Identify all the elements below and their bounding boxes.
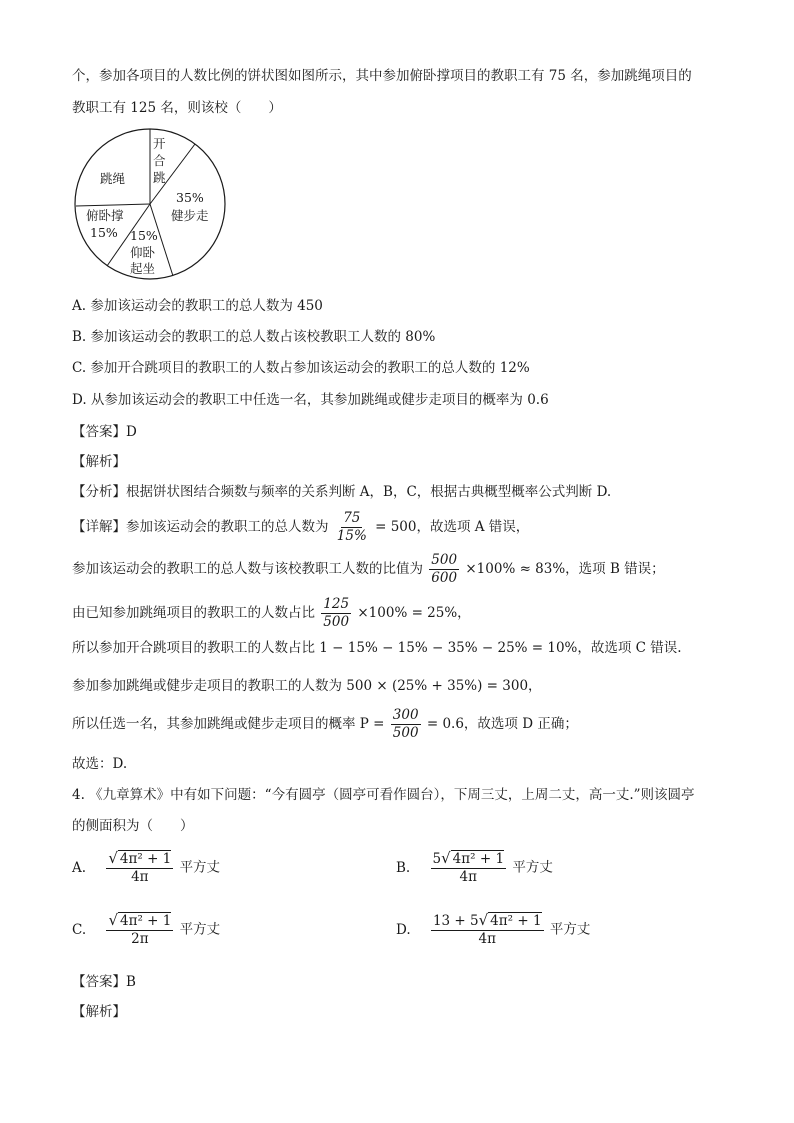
option-b-unit: 平方丈 bbox=[512, 859, 553, 876]
pie-label-tiaosheng: 跳绳 bbox=[100, 171, 126, 186]
q3-detail-line-2 bbox=[72, 552, 665, 587]
option-c-label: C. bbox=[72, 922, 87, 938]
option-a-fraction bbox=[106, 850, 173, 886]
fraction-denominator: 2π bbox=[131, 931, 149, 947]
fraction-denominator: 15% bbox=[336, 528, 367, 544]
fraction-denominator: 500 bbox=[392, 725, 419, 741]
radicand: 4π² + 1 bbox=[119, 851, 172, 867]
intro-line-2: 教职工有 125 名，则该校（ ） bbox=[72, 100, 282, 116]
pie-label-yangwo-pct: 15% bbox=[130, 228, 158, 243]
detail-1-post: = 500，故选项 A 错误， bbox=[375, 519, 530, 535]
option-c-fraction bbox=[106, 912, 173, 948]
radicand: 4π² + 1 bbox=[490, 913, 542, 929]
radicand: 4π² + 1 bbox=[452, 851, 505, 867]
q3-option-c: C. 参加开合跳项目的教职工的人数占参加该运动会的教职工的总人数的 12% bbox=[72, 360, 530, 376]
sqrt-icon: √ bbox=[478, 911, 489, 929]
q4-option-b bbox=[396, 850, 553, 886]
fraction-numerator: 500 bbox=[431, 552, 458, 568]
fraction-300-over-500 bbox=[391, 707, 421, 742]
radicand: 4π² + 1 bbox=[120, 913, 172, 929]
option-d-fraction bbox=[431, 912, 544, 948]
coefficient: 5 bbox=[432, 851, 442, 867]
q3-detail-line-6 bbox=[72, 707, 578, 742]
fraction-numerator bbox=[431, 912, 544, 931]
coefficient: 13 + 5 bbox=[432, 913, 479, 929]
fraction-numerator: 75 bbox=[343, 510, 361, 526]
pie-label-fuwo-name: 俯卧撑 bbox=[86, 208, 124, 223]
fraction-numerator bbox=[106, 850, 173, 869]
fraction-denominator: 4π bbox=[131, 869, 149, 885]
option-a-unit: 平方丈 bbox=[179, 859, 221, 876]
pie-label-jianbu-pct: 35% bbox=[176, 190, 204, 205]
q4-stem-line-1: 4. 《九章算术》中有如下问题：“今有圆亭（圆亭可看作圆台），下周三丈，上周二丈，高一丈.”则该圆亭 bbox=[72, 787, 695, 803]
option-d-unit: 平方丈 bbox=[549, 921, 591, 938]
q4-option-c bbox=[72, 912, 220, 948]
q3-option-d: D. 从参加该运动会的教职工中任选一名，其参加跳绳或健步走项目的概率为 0.6 bbox=[72, 392, 549, 408]
detail-3-post: ×100% = 25%， bbox=[357, 605, 471, 621]
q4-option-a bbox=[72, 850, 220, 886]
fraction-numerator: 125 bbox=[323, 596, 350, 612]
sqrt-icon: √ bbox=[108, 911, 118, 929]
q3-answer: 【答案】D bbox=[72, 424, 137, 440]
q3-detail-line-7: 故选：D. bbox=[72, 756, 128, 772]
pie-label-fuwo-pct: 15% bbox=[90, 225, 118, 240]
q3-option-b: B. 参加该运动会的教职工的总人数占该校教职工人数的 80% bbox=[72, 329, 436, 345]
intro-line-1: 个，参加各项目的人数比例的饼状图如图所示，其中参加俯卧撑项目的教职工有 75 名，参加跳绳项目的 bbox=[72, 68, 692, 84]
fraction-denominator: 500 bbox=[323, 614, 350, 630]
q3-detail-line-4: 所以参加开合跳项目的教职工的人数占比 1 − 15% − 15% − 35% − 25% = 10%，故选项 C 错误. bbox=[72, 640, 682, 656]
option-b-label: B. bbox=[396, 860, 411, 876]
detail-6-post: = 0.6，故选项 D 正确； bbox=[426, 716, 578, 732]
q3-option-a: A. 参加该运动会的教职工的总人数为 450 bbox=[72, 298, 323, 314]
q4-jiexi-heading: 【解析】 bbox=[72, 1004, 126, 1020]
q4-option-d bbox=[396, 912, 590, 948]
fraction-denominator: 4π bbox=[478, 931, 496, 947]
fraction-500-over-600 bbox=[429, 552, 459, 587]
pie-divider-fuwo bbox=[76, 204, 150, 206]
option-d-label: D. bbox=[396, 922, 411, 938]
fraction-125-over-500 bbox=[321, 596, 351, 631]
fraction-denominator: 600 bbox=[431, 570, 458, 586]
q3-fenxi: 【分析】根据饼状图结合频数与频率的关系判断 A，B，C，根据古典概型概率公式判断 D. bbox=[72, 484, 612, 500]
pie-chart bbox=[72, 128, 232, 282]
pie-label-kaihe-3: 跳 bbox=[153, 170, 166, 185]
sqrt-icon: √ bbox=[441, 849, 451, 867]
fraction-denominator: 4π bbox=[459, 869, 477, 885]
sqrt-icon: √ bbox=[108, 849, 118, 867]
q4-stem-line-2: 的侧面积为（ ） bbox=[72, 818, 194, 834]
option-c-unit: 平方丈 bbox=[179, 921, 221, 938]
fraction-75-over-15pct bbox=[335, 510, 369, 545]
detail-6-pre: 所以任选一名，其参加跳绳或健步走项目的概率 P = bbox=[72, 716, 385, 732]
option-b-fraction bbox=[431, 850, 507, 886]
fraction-numerator bbox=[106, 912, 173, 931]
pie-label-kaihe-2: 合 bbox=[153, 153, 166, 168]
pie-label-jianbu-name: 健步走 bbox=[171, 208, 209, 223]
detail-2-pre: 参加该运动会的教职工的总人数与该校教职工人数的比值为 bbox=[72, 561, 423, 577]
detail-3-pre: 由已知参加跳绳项目的教职工的人数占比 bbox=[72, 605, 315, 621]
q3-detail-line-5: 参加参加跳绳或健步走项目的教职工的人数为 500 × (25% + 35%) = 300， bbox=[72, 678, 542, 694]
q4-answer: 【答案】B bbox=[72, 974, 136, 990]
fraction-numerator bbox=[431, 850, 507, 869]
q3-jiexi-heading: 【解析】 bbox=[72, 454, 126, 470]
q3-detail-line-3 bbox=[72, 596, 471, 631]
q3-detail-line-1 bbox=[72, 510, 529, 545]
fraction-numerator: 300 bbox=[392, 707, 419, 723]
pie-label-kaihe-1: 开 bbox=[153, 136, 166, 151]
pie-label-yangwo-name-2: 起坐 bbox=[130, 261, 156, 276]
detail-1-pre: 【详解】参加该运动会的教职工的总人数为 bbox=[72, 519, 329, 535]
option-a-label: A. bbox=[72, 860, 87, 876]
pie-label-yangwo-name-1: 仰卧 bbox=[130, 245, 156, 260]
detail-2-post: ×100% ≈ 83%，选项 B 错误； bbox=[465, 561, 665, 577]
